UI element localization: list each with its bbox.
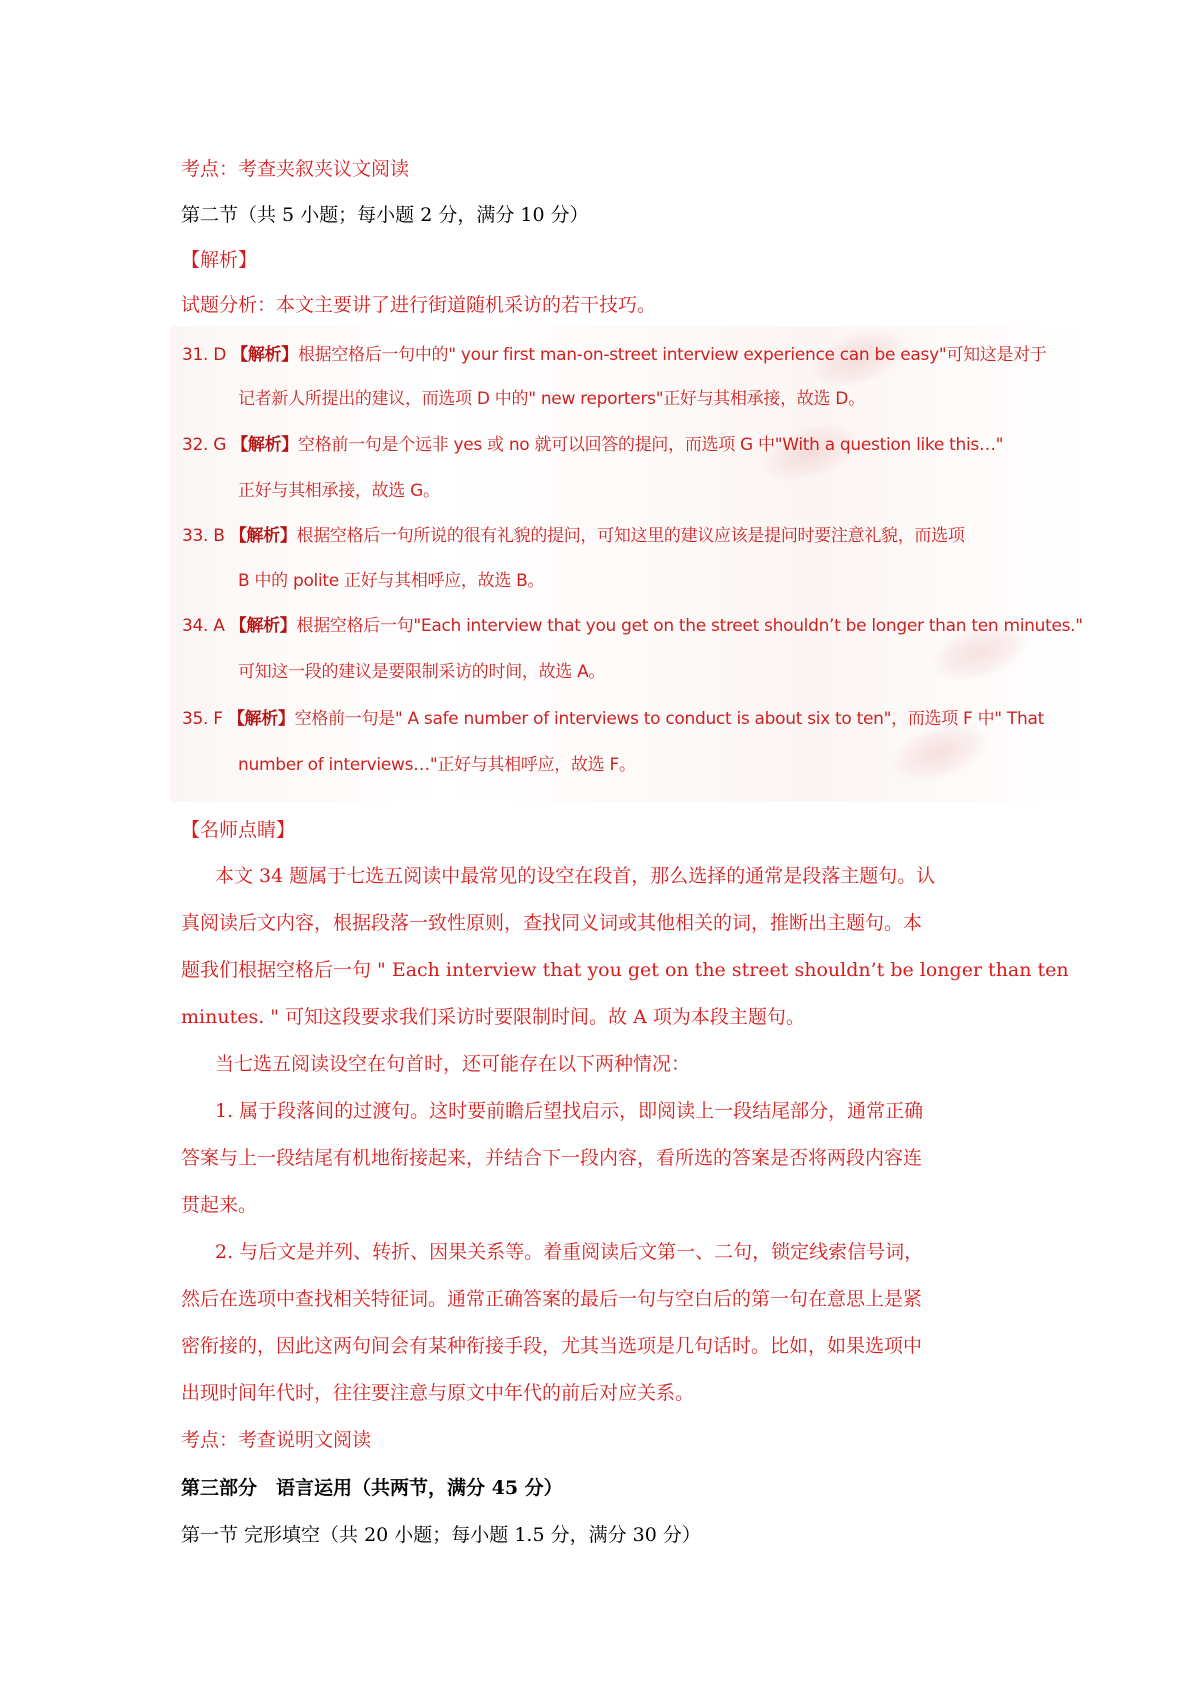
answer-text: 根据空格后一句中的" your first man-on-street interview experience can be easy"可知这是对于 xyxy=(297,345,1047,365)
answer-tag: 【解析】 xyxy=(231,435,299,455)
answer-32-line1 xyxy=(182,432,1003,458)
answer-number: 31. D xyxy=(182,345,227,365)
section-title: 第二节（共 5 小题；每小题 2 分，满分 10 分） xyxy=(181,204,589,226)
jiexi-label: 【解析】 xyxy=(181,249,258,271)
answer-33-line1 xyxy=(182,523,965,549)
answer-number: 35. F xyxy=(182,709,223,729)
teacher-paragraph-line: 本文 34 题属于七选五阅读中最常见的设空在段首，那么选择的通常是段落主题句。认 xyxy=(215,865,936,887)
list-item-2-line: 然后在选项中查找相关特征词。通常正确答案的最后一句与空白后的第一句在意思上是紧 xyxy=(181,1288,923,1310)
section-title: 第一节 完形填空（共 20 小题；每小题 1.5 分，满分 30 分） xyxy=(181,1524,701,1546)
part-title: 第三部分 语言运用（共两节，满分 45 分） xyxy=(181,1477,563,1499)
teacher-label: 【名师点睛】 xyxy=(181,819,296,841)
answer-text: 空格前一句是" A safe number of interviews to conduct is about six to ten"，而选项 F 中" That xyxy=(294,709,1044,729)
kaodian-label: 考点：考查夹叙夹议文阅读 xyxy=(181,158,410,180)
teacher-paragraph-line: 当七选五阅读设空在句首时，还可能存在以下两种情况： xyxy=(215,1053,691,1075)
list-item-1-line: 答案与上一段结尾有机地衔接起来，并结合下一段内容，看所选的答案是否将两段内容连 xyxy=(181,1147,923,1169)
answer-31-line2: 记者新人所提出的建议，而选项 D 中的" new reporters"正好与其相承接，故选 D。 xyxy=(238,389,865,409)
answer-35-line1 xyxy=(182,706,1044,732)
list-item-2-line: 2. 与后文是并列、转折、因果关系等。着重阅读后文第一、二句，锁定线索信号词， xyxy=(215,1241,924,1263)
answer-tag: 【解析】 xyxy=(229,616,297,636)
answer-number: 33. B xyxy=(182,526,225,546)
list-item-1-line: 贯起来。 xyxy=(181,1194,258,1216)
teacher-paragraph-line: minutes. " 可知这段要求我们采访时要限制时间。故 A 项为本段主题句。 xyxy=(181,1006,805,1028)
answer-32-line2: 正好与其相承接，故选 G。 xyxy=(238,481,440,501)
answer-31-line1 xyxy=(182,342,1047,368)
answer-34-line2: 可知这一段的建议是要限制采访的时间，故选 A。 xyxy=(238,662,606,682)
answer-text: 根据空格后一句所说的很有礼貌的提问，可知这里的建议应该是提问时要注意礼貌，而选项 xyxy=(296,526,965,546)
analysis-text: 试题分析：本文主要讲了进行街道随机采访的若干技巧。 xyxy=(181,294,657,316)
answer-tag: 【解析】 xyxy=(227,709,295,729)
list-item-2-line: 出现时间年代时，往往要注意与原文中年代的前后对应关系。 xyxy=(181,1382,695,1404)
teacher-paragraph-line: 题我们根据空格后一句 " Each interview that you get on the street shouldn’t be longer than ten xyxy=(181,959,1069,981)
answer-text: 空格前一句是个远非 yes 或 no 就可以回答的提问，而选项 G 中"With a question like this…" xyxy=(298,435,1004,455)
kaodian-label: 考点：考查说明文阅读 xyxy=(181,1429,372,1451)
answer-33-line2: B 中的 polite 正好与其相呼应，故选 B。 xyxy=(238,571,545,591)
answer-number: 34. A xyxy=(182,616,225,636)
list-item-2-line: 密衔接的，因此这两句间会有某种衔接手段，尤其当选项是几句话时。比如，如果选项中 xyxy=(181,1335,923,1357)
answer-tag: 【解析】 xyxy=(231,345,298,365)
answer-text: 根据空格后一句"Each interview that you get on the street shouldn’t be longer than ten minutes." xyxy=(296,616,1083,636)
answer-number: 32. G xyxy=(182,435,227,455)
answer-35-line2: number of interviews…"正好与其相呼应，故选 F。 xyxy=(238,755,636,775)
answer-34-line1 xyxy=(182,613,1083,639)
teacher-paragraph-line: 真阅读后文内容，根据段落一致性原则，查找同义词或其他相关的词，推断出主题句。本 xyxy=(181,912,923,934)
list-item-1-line: 1. 属于段落间的过渡句。这时要前瞻后望找启示，即阅读上一段结尾部分，通常正确 xyxy=(215,1100,924,1122)
answer-tag: 【解析】 xyxy=(229,526,297,546)
